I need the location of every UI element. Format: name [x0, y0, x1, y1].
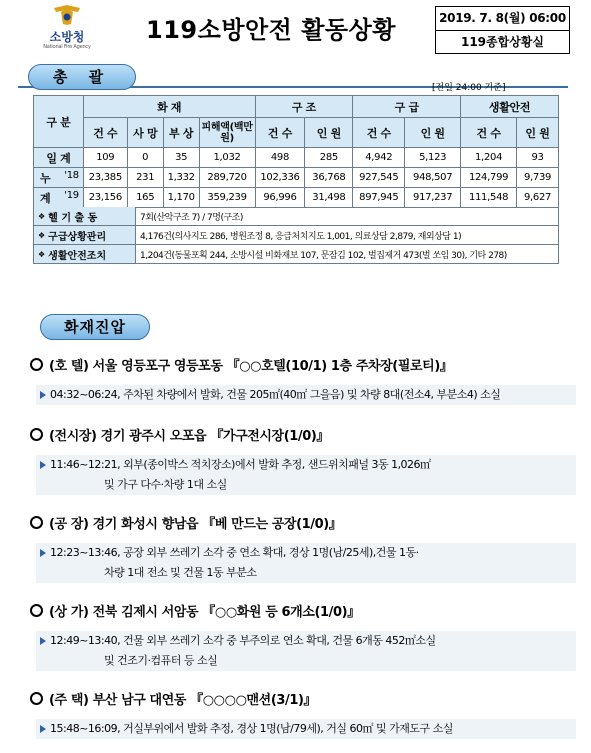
logo-subtext: National Fire Agency [43, 44, 91, 50]
incident-description [36, 543, 576, 583]
summary-section-title: 총 괄 [28, 64, 136, 90]
incident-title [30, 601, 575, 620]
info-value: 4,176건(의사지도 286, 병원조정 8, 응급처치지도 1,001, 의료상담 2,879, 재외상담 1) [140, 231, 462, 242]
header-safety-persons: 인 원 [517, 118, 559, 148]
header-emergency-persons: 인 원 [405, 118, 461, 148]
incident-line: 11:46~12:21, 외부(종이박스 적치장소)에서 발화 추정, 샌드위치패널 3동 1,026㎡ [50, 458, 431, 471]
arrow-bullet-icon [40, 549, 46, 557]
table-cell: 9,627 [517, 188, 559, 208]
date-box [435, 6, 570, 54]
header-safety-cases: 건 수 [461, 118, 517, 148]
table-cell: 23,385 [83, 168, 127, 188]
table-cell: 1,332 [163, 168, 199, 188]
row-label-main: 누 [40, 171, 51, 185]
incident-item [30, 601, 575, 667]
table-row [34, 168, 559, 188]
header-safety: 생활안전 [461, 96, 559, 118]
header-fire: 화 재 [83, 96, 255, 118]
incident-item [30, 425, 575, 491]
arrow-bullet-icon [40, 461, 46, 469]
table-cell: 31,498 [305, 188, 353, 208]
info-row-emergency-management [33, 226, 559, 245]
header-fire-deaths: 사 망 [127, 118, 163, 148]
table-row [34, 188, 559, 208]
circle-bullet-icon [30, 604, 43, 617]
incident-item [30, 355, 575, 401]
incident-title [30, 689, 575, 708]
info-label [34, 207, 136, 225]
fire-section-title: 화재진압 [40, 314, 150, 340]
incident-line: 04:32~06:24, 주차된 차량에서 발화, 건물 205㎡(40㎡ 그을음) 및 차량 8대(전소4, 부분소4) 소실 [50, 388, 501, 401]
logo-text: 소방청 [49, 30, 85, 44]
arrow-bullet-icon [40, 725, 46, 733]
incident-title-text: (호 텔) 서울 영등포구 영등포동 『○○호텔(10/1) 1층 주차장(필로티)』 [49, 359, 453, 374]
diamond-bullet-icon: ❖ [38, 211, 46, 221]
info-label-text: 생활안전조치 [48, 250, 107, 262]
row-label [34, 168, 84, 188]
incident-line: 차량 1대 전소 및 건물 1동 부분소 [104, 566, 257, 579]
info-row-helicopter [33, 207, 559, 226]
table-cell: 124,799 [461, 168, 517, 188]
table-cell: 111,548 [461, 188, 517, 208]
table-cell: 359,239 [199, 188, 255, 208]
header-rescue: 구 조 [255, 96, 353, 118]
incident-description [36, 385, 576, 405]
info-label-text: 헬 기 출 동 [48, 212, 98, 224]
row-label-year: '18 [64, 169, 79, 181]
table-cell: 0 [127, 148, 163, 168]
incident-description [36, 631, 576, 671]
header-emergency-cases: 건 수 [353, 118, 405, 148]
circle-bullet-icon [30, 428, 43, 441]
table-cell: 231 [127, 168, 163, 188]
circle-bullet-icon [30, 358, 43, 371]
header-fire-injuries: 부 상 [163, 118, 199, 148]
table-cell: 5,123 [405, 148, 461, 168]
incident-title [30, 425, 575, 444]
incident-item [30, 513, 575, 579]
page-title: 119소방안전 활동상황 [146, 16, 396, 44]
info-label [34, 245, 136, 263]
table-cell: 23,156 [83, 188, 127, 208]
table-cell: 36,768 [305, 168, 353, 188]
table-cell: 1,170 [163, 188, 199, 208]
table-cell: 1,032 [199, 148, 255, 168]
diamond-bullet-icon: ❖ [38, 230, 46, 240]
fire-agency-emblem-icon [52, 4, 82, 26]
basis-note: [전일 24:00 기준] [432, 83, 506, 93]
incident-title-text: (공 장) 경기 화성시 향남읍 『베 만드는 공장(1/0)』 [49, 517, 342, 532]
circle-bullet-icon [30, 516, 43, 529]
table-cell: 109 [83, 148, 127, 168]
table-cell: 165 [127, 188, 163, 208]
info-label-text: 구급상황관리 [48, 231, 107, 243]
table-cell: 4,942 [353, 148, 405, 168]
header-rescue-persons: 인 원 [305, 118, 353, 148]
incident-line: 12:23~13:46, 공장 외부 쓰레기 소각 중 연소 확대, 경상 1명(남/25세),건물 1동· [50, 546, 419, 559]
table-cell: 948,507 [405, 168, 461, 188]
incident-title-text: (상 가) 전북 김제시 서암동 『○○화원 등 6개소(1/0)』 [49, 605, 360, 620]
row-label-year: '19 [64, 189, 79, 201]
header-emergency: 구 급 [353, 96, 461, 118]
table-cell: 285 [305, 148, 353, 168]
table-cell: 927,545 [353, 168, 405, 188]
row-label: 일 계 [34, 148, 84, 168]
incident-title-text: (주 택) 부산 남구 대연동 『○○○○맨션(3/1)』 [49, 693, 317, 708]
incident-description [36, 455, 576, 495]
arrow-bullet-icon [40, 637, 46, 645]
table-cell: 1,204 [461, 148, 517, 168]
table-cell: 498 [255, 148, 305, 168]
incident-title [30, 355, 575, 374]
table-row [34, 148, 559, 168]
report-department: 119종합상황실 [460, 35, 544, 49]
info-value: 7회(산악구조 7) / 7명(구조) [140, 212, 243, 223]
summary-table [33, 95, 559, 208]
incident-line: 및 건조기·컴퓨터 등 소실 [104, 654, 218, 667]
table-cell: 917,237 [405, 188, 461, 208]
incident-line: 12:49~13:40, 건물 외부 쓰레기 소각 중 부주의로 연소 확대, 건물 6개동 452㎡소실 [50, 634, 436, 647]
info-row-safety-measures [33, 245, 559, 264]
circle-bullet-icon [30, 692, 43, 705]
header-rescue-cases: 건 수 [255, 118, 305, 148]
table-cell: 35 [163, 148, 199, 168]
incident-description [36, 719, 576, 739]
table-cell: 897,945 [353, 188, 405, 208]
table-cell: 9,739 [517, 168, 559, 188]
row-label [34, 188, 84, 208]
table-cell: 289,720 [199, 168, 255, 188]
info-label [34, 226, 136, 244]
table-cell: 96,996 [255, 188, 305, 208]
arrow-bullet-icon [40, 391, 46, 399]
incident-item [30, 689, 575, 735]
header-fire-cases: 건 수 [83, 118, 127, 148]
header-gubun: 구 분 [34, 96, 84, 148]
incident-line: 및 가구 다수·차량 1대 소실 [104, 478, 227, 491]
diamond-bullet-icon: ❖ [38, 249, 46, 259]
agency-logo [22, 4, 112, 56]
info-value: 1,204건(동물포획 244, 소방시설 비화재보 107, 문잠김 102, 벌집제거 473(벌 쏘임 30), 기타 278) [140, 250, 507, 261]
row-label-main: 계 [40, 191, 51, 205]
table-cell: 93 [517, 148, 559, 168]
incident-title-text: (전시장) 경기 광주시 오포읍 『가구전시장(1/0)』 [49, 429, 330, 444]
header-fire-damage: 피해액(백만원) [199, 118, 255, 148]
table-cell: 102,336 [255, 168, 305, 188]
report-date: 2019. 7. 8(월) 06:00 [436, 7, 569, 31]
incident-title [30, 513, 575, 532]
incident-line: 15:48~16:09, 거실부위에서 발화 추정, 경상 1명(남/79세), 거실 60㎡ 및 가재도구 소실 [50, 722, 453, 735]
